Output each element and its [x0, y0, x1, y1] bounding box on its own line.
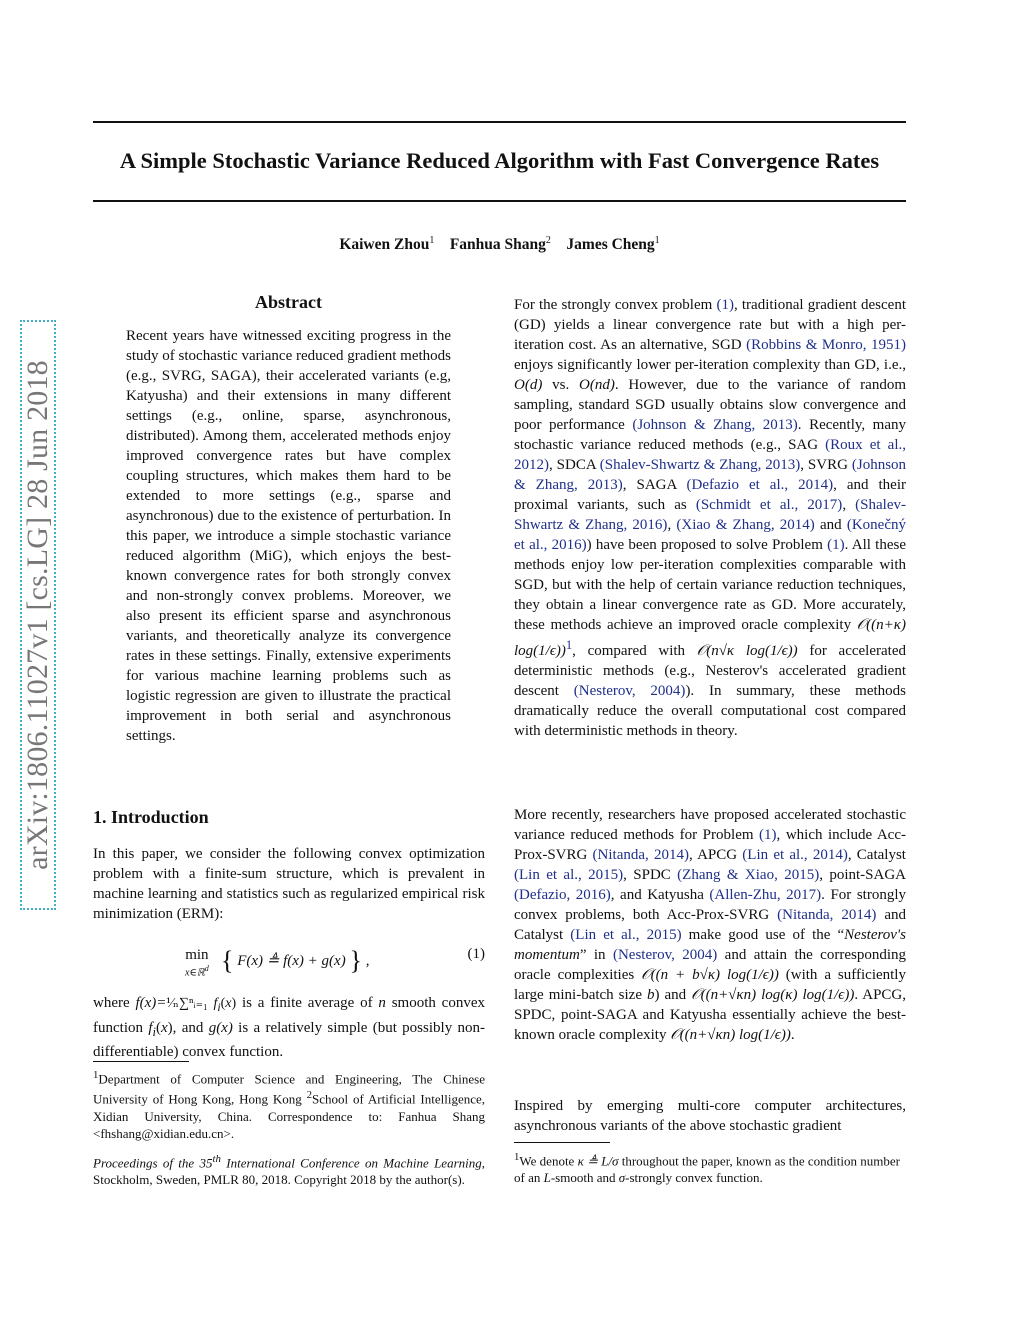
author-name: Fanhua Shang [449, 236, 546, 254]
column2-paragraph-1 [514, 295, 906, 741]
emphasis-text: Nesterov's momentum [514, 927, 906, 963]
text-run: and attain the corresponding oracle complexities [514, 947, 906, 983]
author-list [93, 235, 906, 254]
inline-math: 𝒪((n+√κn) log(1/ϵ)) [670, 1027, 791, 1043]
paper-title: A Simple Stochastic Variance Reduced Algorithm with Fast Convergence Rates [119, 148, 880, 173]
text-run: and [814, 517, 847, 533]
text-run: . However, due to the variance of random sampling, standard SGD usually obtains slow convergence and poor performance [514, 377, 906, 433]
footnote-rule-2 [514, 1142, 610, 1143]
citation-link[interactable]: (Roux et al., 2012) [514, 437, 906, 473]
citation-link[interactable]: (Shalev-Shwartz & Zhang, 2013) [599, 457, 801, 473]
text-run: , SVRG [800, 457, 852, 473]
citation-link[interactable]: (Lin et al., 2015) [570, 927, 682, 943]
inline-math: 𝒪(n√κ log(1/ϵ)) [696, 643, 798, 659]
citation-link[interactable]: (Xiao & Zhang, 2014) [676, 517, 815, 533]
text-run: More recently, researchers have proposed accelerated stochastic variance reduced methods for Problem [514, 807, 906, 843]
text-run: vs. [542, 377, 579, 393]
abstract-heading: Abstract [255, 292, 322, 312]
citation-link[interactable]: (1) [716, 297, 734, 313]
average-operator-glyph: ¹⁄ₙ∑ⁿᵢ₌₁ $f_i(x)$ [166, 996, 237, 1014]
text-run: , which include Acc-Prox-SVRG [514, 827, 906, 863]
author-name: Kaiwen Zhou [339, 236, 430, 254]
text-run: ) and [654, 987, 692, 1003]
citation-link[interactable]: (1) [759, 827, 777, 843]
abstract-body: Recent years have witnessed exciting progress in the study of stochastic variance reduced gradient methods (e.g., SVRG, SAGA), their accelerated variants (e.g, Katyusha) and their extensions in many different settings (e.g., online, sparse, asynchronous, distributed). Among them, accelerated methods enjoy improved convergence rates but have complex coupling structures, which makes them hard to be extended to more settings (e.g., sparse and asynchronous) due to the existence of perturbation. In this paper, we introduce a simple stochastic variance reduced algorithm (MiG), which enjoys the best-known convergence rates for both strongly convex and non-strongly convex problems. Moreover, we also present its efficient sparse and asynchronous variants, and theoretically analyze its convergence rates in these settings. Finally, extensive experiments for various machine learning problems such as logistic regression are given to illustrate the practical improvement in both serial and asynchronous settings. [126, 328, 451, 744]
text-run: . All these methods enjoy low per-iteration complexities comparable with SGD, but with the help of certain variance reduction techniques, they obtain a linear convergence rate as GD. More accurately, these methods achieve an improved oracle complexity [514, 537, 906, 633]
text-run: , compared with [572, 643, 697, 659]
citation-link[interactable]: (Defazio, 2016) [514, 887, 611, 903]
text-run: ” in [579, 947, 613, 963]
condition-number-footnote: $^1$We denote κ ≜ L/σ throughout the paper, known as the condition number of an L-smooth and σ-strongly convex function. [514, 1151, 900, 1186]
citation-link[interactable]: (Robbins & Monro, 1951) [746, 337, 907, 353]
inline-math: O(nd) [579, 377, 615, 393]
citation-link[interactable]: (Lin et al., 2015) [514, 867, 624, 883]
author-affiliation: 1 [429, 235, 435, 246]
citation-link[interactable]: (Nitanda, 2014) [592, 847, 689, 863]
text-run: . For strongly convex problems, both Acc-Prox-SVRG [514, 887, 906, 923]
text-run: , [842, 497, 856, 513]
intro-where-clause: where f(x)=¹⁄ₙ∑ⁿᵢ₌₁ $f_i(x)$ is a finite average of n smooth convex function $f_i(x)$, and g(x) is a relatively simple (but possibly non-differentiable) convex function. [93, 995, 485, 1060]
text-run: Inspired by emerging multi-core computer architectures, asynchronous variants of the above stochastic gradient [514, 1098, 906, 1134]
column2-paragraph-3 [514, 1096, 906, 1136]
inline-math: b [646, 987, 655, 1003]
left-brace-glyph: { [221, 946, 234, 975]
text-run: ) have been proposed to solve Problem [586, 537, 828, 553]
text-run: and Catalyst [514, 907, 906, 943]
text-run: , traditional gradient descent (GD) yields a linear convergence rate but with a high per-iteration cost. As an alternative, SGD [514, 297, 906, 353]
equation-min-operator [185, 948, 209, 980]
author-affiliation: 1 [654, 235, 660, 246]
text-run: , [667, 517, 677, 533]
proceedings-note: Proceedings of the 35th International Conference on Machine Learning, Stockholm, Sweden, PMLR 80, 2018. Copyright 2018 by the author(s). [93, 1153, 486, 1188]
inline-math: O(d) [514, 377, 543, 393]
equation-number: (1) [467, 946, 485, 962]
text-run: make good use of the “ [681, 927, 845, 943]
text-run: , SPDC [623, 867, 678, 883]
text-run: For the strongly convex problem [514, 297, 717, 313]
text-run: . [790, 1027, 795, 1043]
equation-subscript: x∈ℝ$^d$ [185, 964, 209, 979]
text-run: . Recently, many stochastic variance reduced methods (e.g., SAG [514, 417, 907, 453]
arxiv-stamp [20, 320, 56, 910]
citation-link[interactable]: (Lin et al., 2014) [742, 847, 848, 863]
top-rule [93, 121, 906, 123]
text-run: for accelerated deterministic methods (e.g., Nesterov's accelerated gradient descent [514, 643, 906, 699]
text-run: , SDCA [549, 457, 600, 473]
intro-paragraph: In this paper, we consider the following convex optimization problem with a finite-sum structure, which is prevalent in machine learning and statistics such as regularized empirical risk minimization (ERM): [93, 846, 485, 922]
arxiv-stamp-text: arXiv:1806.11027v1 [cs.LG] 28 Jun 2018 [21, 360, 54, 870]
citation-link[interactable]: (Johnson & Zhang, 2013) [632, 417, 798, 433]
citation-link[interactable]: (Defazio et al., 2014) [686, 477, 834, 493]
text-run: enjoys significantly lower per-iteration complexity than GD, i.e., [514, 357, 906, 373]
author-name: James Cheng [566, 236, 655, 254]
text-run: , and Katyusha [610, 887, 710, 903]
inline-math: 𝒪((n+√κn) log(κ) log(1/ϵ)) [691, 987, 855, 1003]
footnote-marker[interactable]: 1 [565, 638, 573, 652]
citation-link[interactable]: (Allen-Zhu, 2017) [709, 887, 822, 903]
text-run: (with a sufficiently large mini-batch size [514, 967, 906, 1003]
citation-link[interactable]: (Nitanda, 2014) [777, 907, 877, 923]
text-run: , SAGA [622, 477, 687, 493]
citation-link[interactable]: (1) [827, 537, 845, 553]
citation-link[interactable]: (Shalev-Shwartz & Zhang, 2016) [514, 497, 906, 533]
index-glyph: i [152, 1024, 156, 1039]
column2-paragraph-2 [514, 805, 906, 1045]
equation-expression: { F(x) ≜ f(x) + g(x) } , [221, 946, 370, 975]
text-run: , APCG [688, 847, 743, 863]
section-heading-introduction: 1. Introduction [93, 807, 209, 827]
inline-math: 𝒪((n+κ) log(1/ϵ)) [514, 617, 906, 659]
citation-link[interactable]: (Johnson & Zhang, 2013) [514, 457, 907, 493]
argument-glyph: (x) [155, 1019, 173, 1036]
citation-link[interactable]: (Schmidt et al., 2017) [695, 497, 843, 513]
text-run: ). In summary, these methods dramatically reduce the overall computational cost compared with deterministic methods in theory. [514, 683, 906, 739]
title-bottom-rule [93, 200, 906, 202]
text-run: , and their proximal variants, such as [514, 477, 907, 513]
citation-link[interactable]: (Nesterov, 2004) [573, 683, 686, 699]
right-brace-glyph: } [349, 946, 362, 975]
citation-link[interactable]: (Konečný et al., 2016) [514, 517, 906, 553]
citation-link[interactable]: (Nesterov, 2004) [612, 947, 718, 963]
text-run: . APCG, SPDC, point-SAGA and Katyusha essentially achieve the best-known oracle complexity [514, 987, 907, 1043]
author-affiliation: 2 [545, 235, 551, 246]
text-run: , Catalyst [847, 847, 906, 863]
equation-1 [93, 940, 485, 979]
equation-min: min [185, 947, 209, 963]
affiliation-footnote: $^1$Department of Computer Science and Engineering, The Chinese University of Hong Kong, Hong Kong $^2$School of Artificial Intelligence, Xidian University, China. Correspondence to: Fanhua Shang <fhshang@xidian.edu.cn>. [93, 1069, 486, 1141]
text-run: , point-SAGA [819, 867, 907, 883]
citation-link[interactable]: (Zhang & Xiao, 2015) [677, 867, 820, 883]
inline-math: 𝒪((n + b√κ) log(1/ϵ)) [641, 967, 779, 983]
footnote-rule [93, 1061, 189, 1062]
